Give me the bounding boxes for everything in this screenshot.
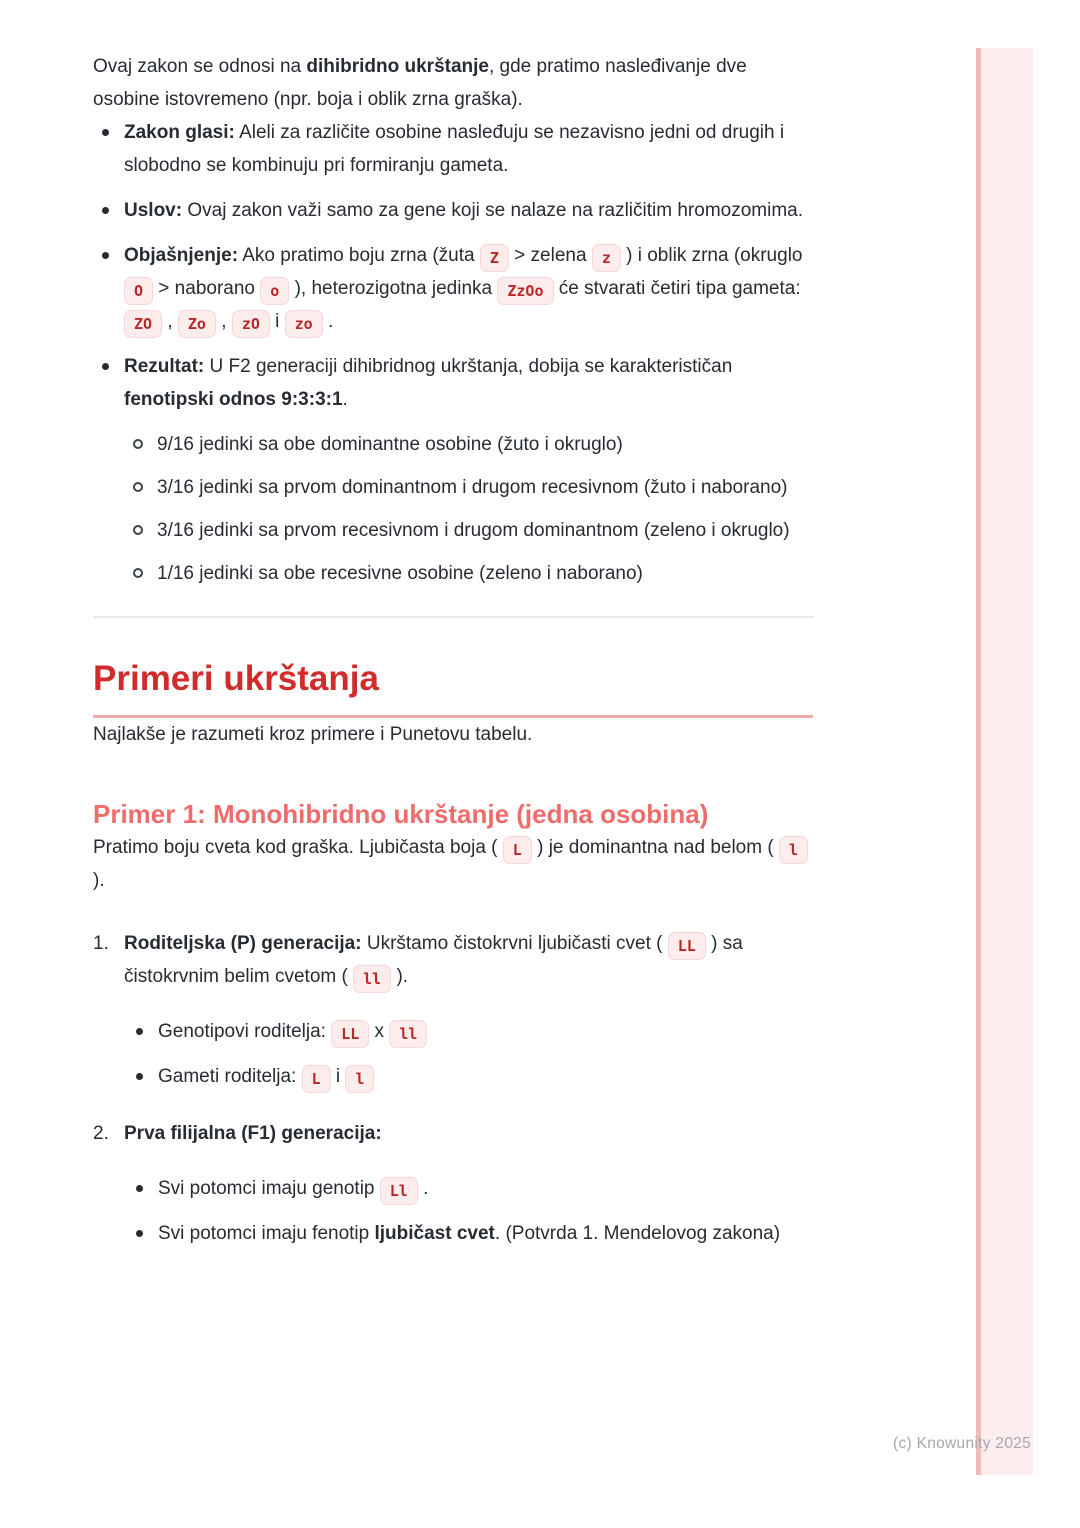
- list-item-uslov: Uslov: Ovaj zakon važi samo za gene koji se nalaze na različitim hromozomima.: [93, 194, 813, 227]
- example1-steps-list: [93, 927, 813, 1250]
- sublist-item: 1/16 jedinki sa obe recesivne osobine (zeleno i naborano): [124, 557, 813, 590]
- genotype-badge: ll: [389, 1020, 427, 1048]
- document-content: [93, 50, 813, 1274]
- genotype-badge: ll: [353, 965, 391, 993]
- sublist-item: Gameti roditelja: L i l: [124, 1060, 813, 1093]
- examples-intro-paragraph: Najlakše je razumeti kroz primere i Punetovu tabelu.: [93, 724, 533, 745]
- section-heading: Primeri ukrštanja: [93, 659, 379, 698]
- genotype-badge: l: [779, 836, 808, 864]
- sublist-item: Svi potomci imaju genotip Ll .: [124, 1172, 813, 1205]
- sublist-item: 9/16 jedinki sa obe dominantne osobine (žuto i okruglo): [124, 428, 813, 461]
- step-text: [124, 1123, 382, 1144]
- step-text: Roditeljska (P) generacija: Ukrštamo čistokrvni ljubičasti cvet ( LL ) sa čistokrvnim belim cvetom ( ll ).: [124, 933, 743, 987]
- genotype-badge: O: [124, 277, 153, 305]
- genotype-badge: L: [302, 1065, 331, 1093]
- bold-text: Prva filijalna (F1) generacija:: [124, 1123, 382, 1144]
- result-ratio-sublist: [124, 428, 813, 590]
- genotype-badge: ZO: [124, 310, 162, 338]
- bold-text: Roditeljska (P) generacija:: [124, 933, 362, 954]
- sublist-item: Genotipovi roditelja: LL x ll: [124, 1015, 813, 1048]
- genotype-badge: LL: [668, 932, 706, 960]
- genotype-badge: Z: [480, 244, 509, 272]
- bold-text: Objašnjenje:: [124, 245, 239, 266]
- bold-text: Zakon glasi:: [124, 122, 235, 143]
- list-item-zakon-glasi: Zakon glasi: Aleli za različite osobine nasleđuju se nezavisno jedni od drugih i slobodno se kombinuju pri formiranju gameta.: [93, 116, 813, 182]
- sublist-item: 3/16 jedinki sa prvom recesivnom i drugom dominantnom (zeleno i okruglo): [124, 514, 813, 547]
- bold-text: fenotipski odnos 9:3:3:1: [124, 389, 343, 410]
- page-accent-bar: [976, 48, 1033, 1475]
- copyright-footer: (c) Knowunity 2025: [893, 1435, 1032, 1452]
- law-bullet-list: [93, 116, 813, 590]
- genotype-badge: zo: [285, 310, 323, 338]
- bold-text: Uslov:: [124, 200, 183, 221]
- step-item-f1-generation: [93, 1117, 813, 1250]
- genotype-badge: z: [592, 244, 621, 272]
- list-item-objasnjenje: Objašnjenje: Ako pratimo boju zrna (žuta Z > zelena z ) i oblik zrna (okruglo O > naborano o ), heterozigotna jedinka ZzOo će stvarati četiri tipa gameta: ZO , Zo , zO i zo .: [93, 239, 813, 338]
- step-item-parental-generation: [93, 927, 813, 1093]
- genotype-badge: o: [260, 277, 289, 305]
- bold-text: Rezultat:: [124, 356, 205, 377]
- genotype-badge: Zo: [178, 310, 216, 338]
- rezultat-text: Rezultat: U F2 generaciji dihibridnog ukrštanja, dobija se karakterističan fenotipski odnos 9:3:3:1.: [124, 356, 733, 410]
- genotype-badge: Ll: [380, 1177, 418, 1205]
- example1-intro-paragraph: Pratimo boju cveta kod graška. Ljubičasta boja ( L ) je dominantna nad belom ( l ).: [93, 831, 813, 897]
- genotype-badge: zO: [232, 310, 270, 338]
- step-sublist: [124, 1172, 813, 1250]
- genotype-badge: l: [345, 1065, 374, 1093]
- genotype-badge: LL: [331, 1020, 369, 1048]
- step-sublist: [124, 1015, 813, 1093]
- list-item-rezultat: [93, 350, 813, 590]
- sublist-item: Svi potomci imaju fenotip ljubičast cvet. (Potvrda 1. Mendelovog zakona): [124, 1217, 813, 1250]
- genotype-badge: ZzOo: [497, 277, 553, 305]
- genotype-badge: L: [503, 836, 532, 864]
- sublist-item: 3/16 jedinki sa prvom dominantnom i drugom recesivnom (žuto i naborano): [124, 471, 813, 504]
- example1-heading: Primer 1: Monohibridno ukrštanje (jedna osobina): [93, 799, 709, 829]
- bold-text: ljubičast cvet: [374, 1223, 495, 1244]
- bold-text: dihibridno ukrštanje: [306, 56, 489, 77]
- intro-paragraph: Ovaj zakon se odnosi na dihibridno ukrštanje, gde pratimo nasleđivanje dve osobine istovremeno (npr. boja i oblik zrna graška).: [93, 56, 747, 110]
- section-divider: [93, 616, 813, 618]
